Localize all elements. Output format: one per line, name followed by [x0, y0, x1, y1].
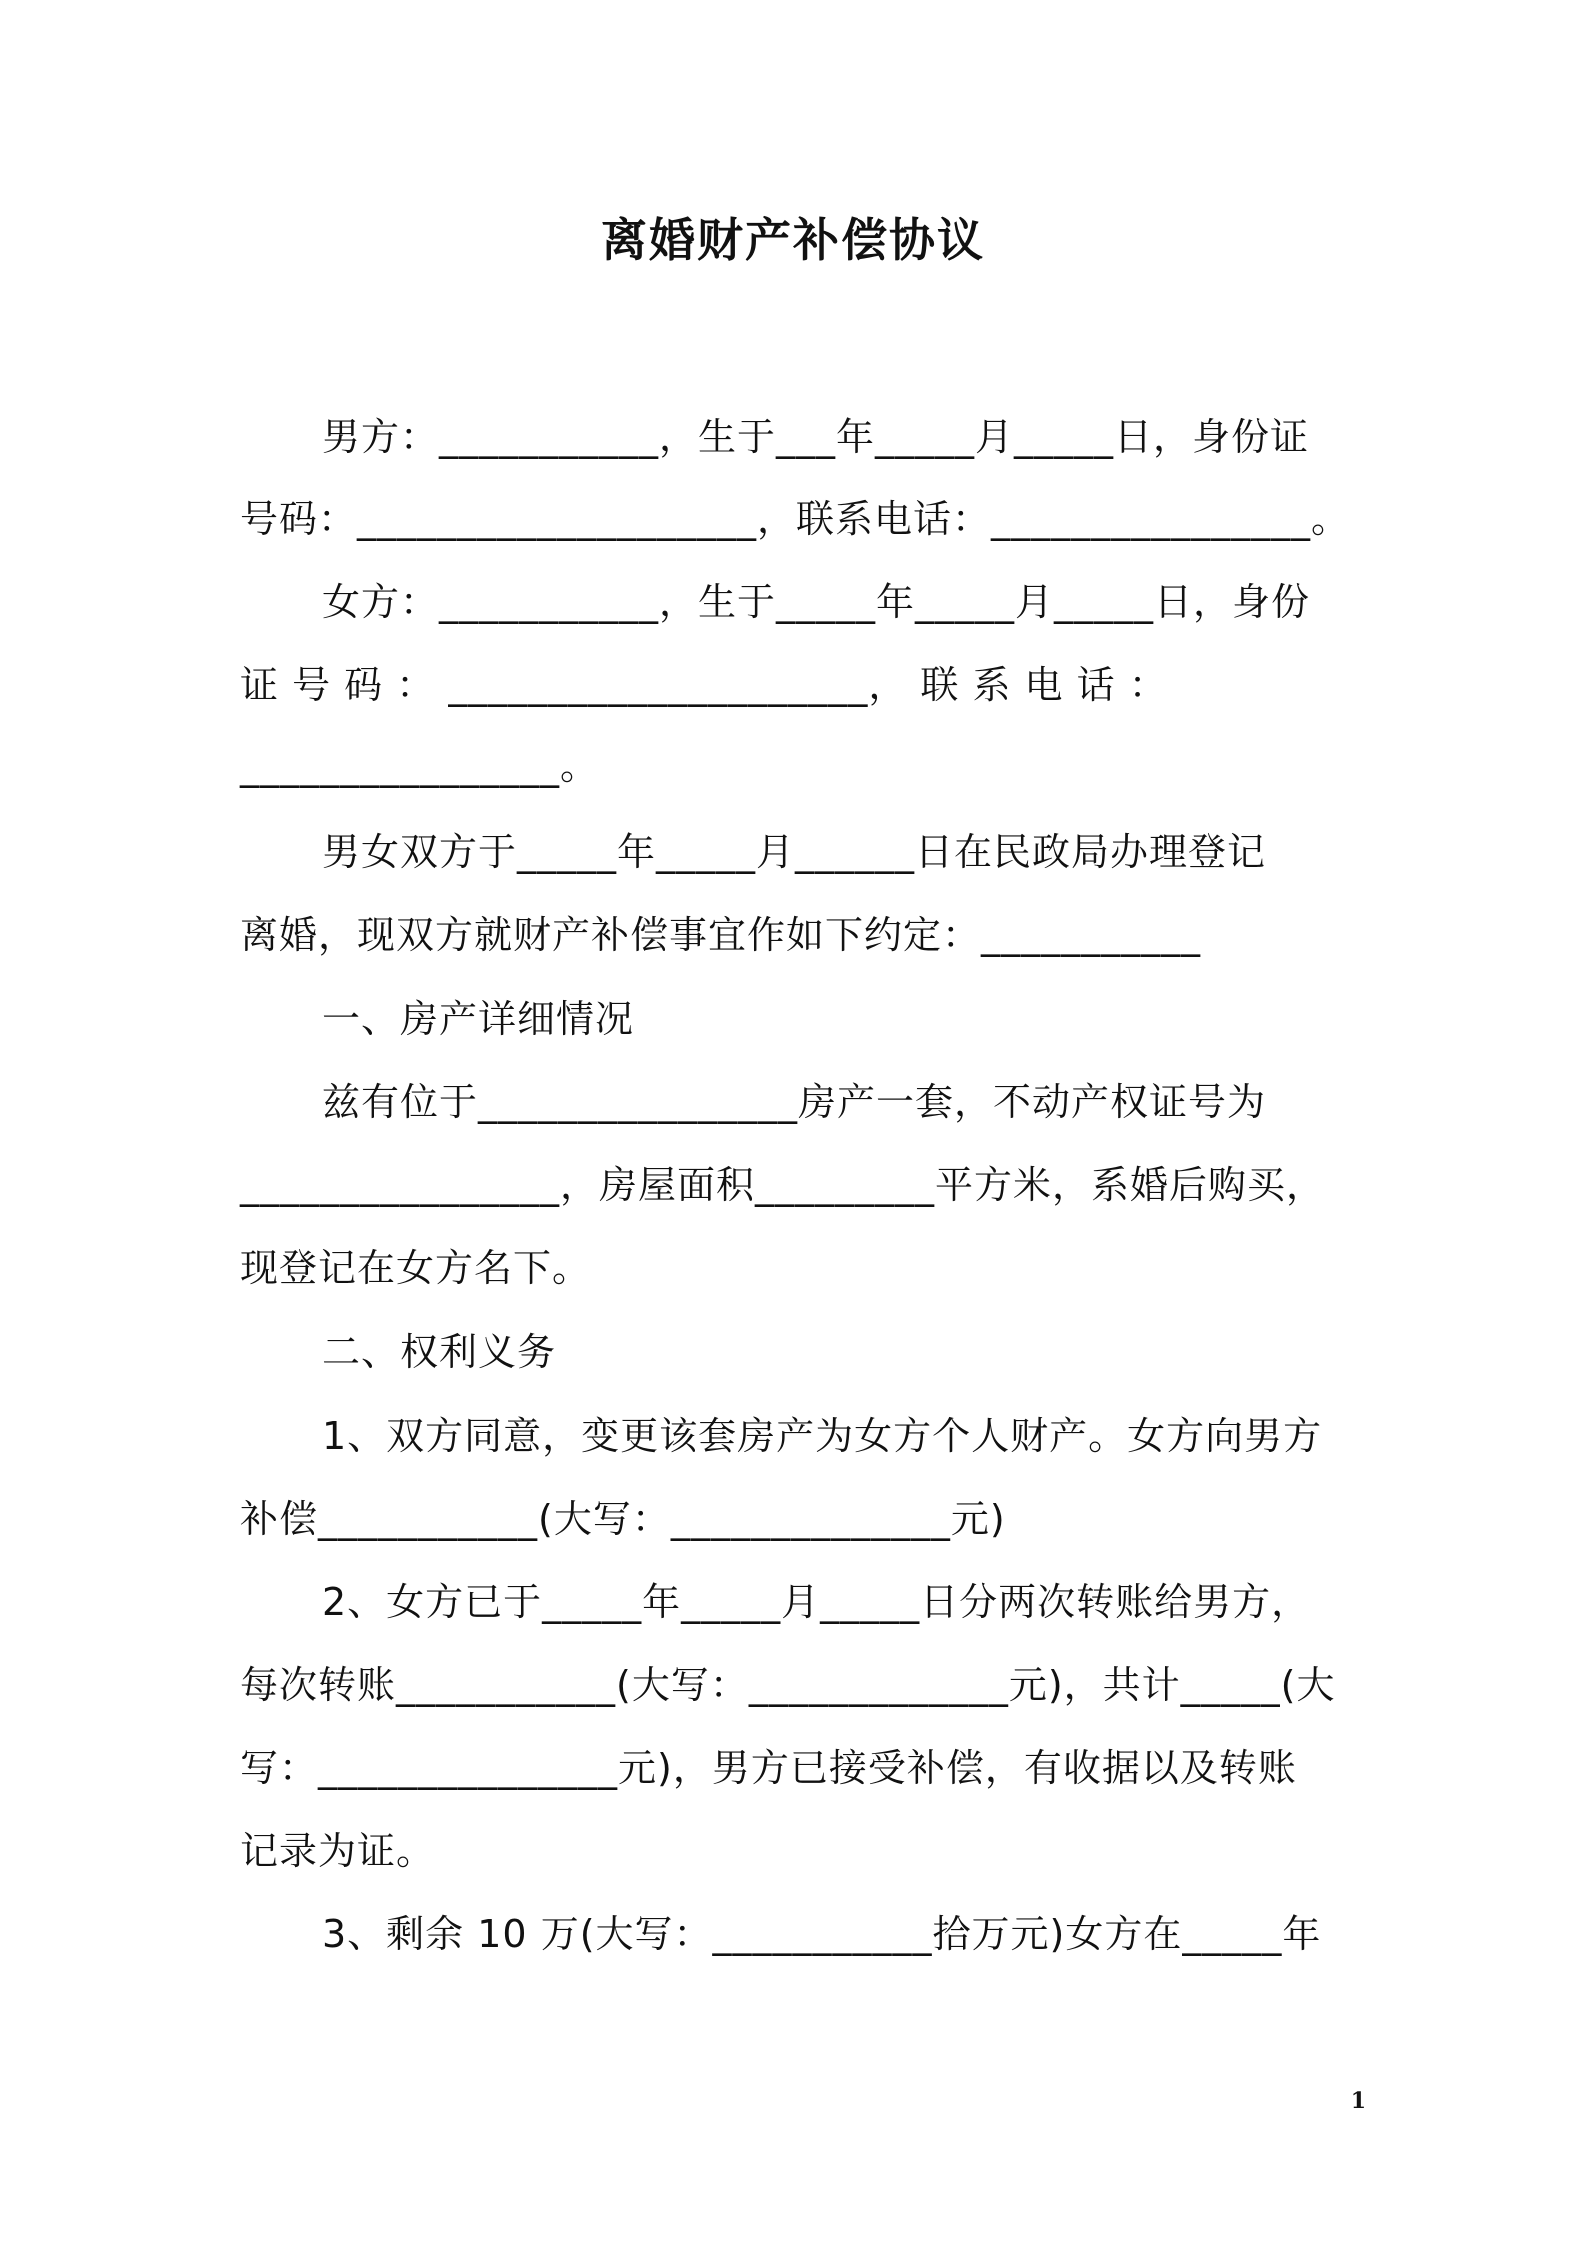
paragraph-line-property-registration: 现登记在女方名下。	[240, 1246, 592, 1290]
paragraph-line-clause-2: 2、女方已于_____年_____月_____日分两次转账给男方，	[322, 1580, 1311, 1624]
document-title: 离婚财产补偿协议	[601, 213, 985, 267]
paragraph-line-clause-2-transfer: 每次转账___________(大写：_____________元)，共计_____(大	[240, 1663, 1336, 1707]
paragraph-line-clause-1-amount: 补偿___________(大写：______________元)	[240, 1497, 1006, 1541]
paragraph-line-property-area: ________________，房屋面积_________平方米，系婚后购买，	[240, 1163, 1326, 1207]
paragraph-line-male-id: 号码：____________________，联系电话：________________。	[240, 497, 1351, 541]
paragraph-line-property-location: 兹有位于________________房产一套，不动产权证号为	[322, 1080, 1267, 1124]
paragraph-line-female-info: 女方：___________，生于_____年_____月_____日，身份	[322, 580, 1311, 624]
page-number: 1	[1350, 2088, 1366, 2114]
paragraph-line-divorce-date: 男女双方于_____年_____月______日在民政局办理登记	[322, 830, 1267, 874]
paragraph-line-female-phone: ________________。	[240, 744, 600, 788]
paragraph-line-agreement-intro: 离婚，现双方就财产补偿事宜作如下约定：___________	[240, 913, 1202, 957]
section-heading-property: 一、房产详细情况	[322, 997, 635, 1041]
section-heading-rights: 二、权利义务	[322, 1330, 557, 1374]
paragraph-line-clause-2-evidence: 记录为证。	[240, 1829, 436, 1873]
paragraph-line-clause-1: 1、双方同意，变更该套房产为女方个人财产。女方向男方	[322, 1414, 1323, 1458]
paragraph-line-clause-3: 3、剩余 10 万(大写：___________拾万元)女方在_____年	[322, 1912, 1322, 1956]
paragraph-line-clause-2-total: 写：_______________元)，男方已接受补偿，有收据以及转账	[240, 1746, 1297, 1790]
paragraph-line-male-info: 男方：___________，生于___年_____月_____日，身份证	[322, 415, 1310, 459]
paragraph-line-female-id: 证 号 码 ： _____________________， 联 系 电 话 ：	[240, 663, 1168, 707]
